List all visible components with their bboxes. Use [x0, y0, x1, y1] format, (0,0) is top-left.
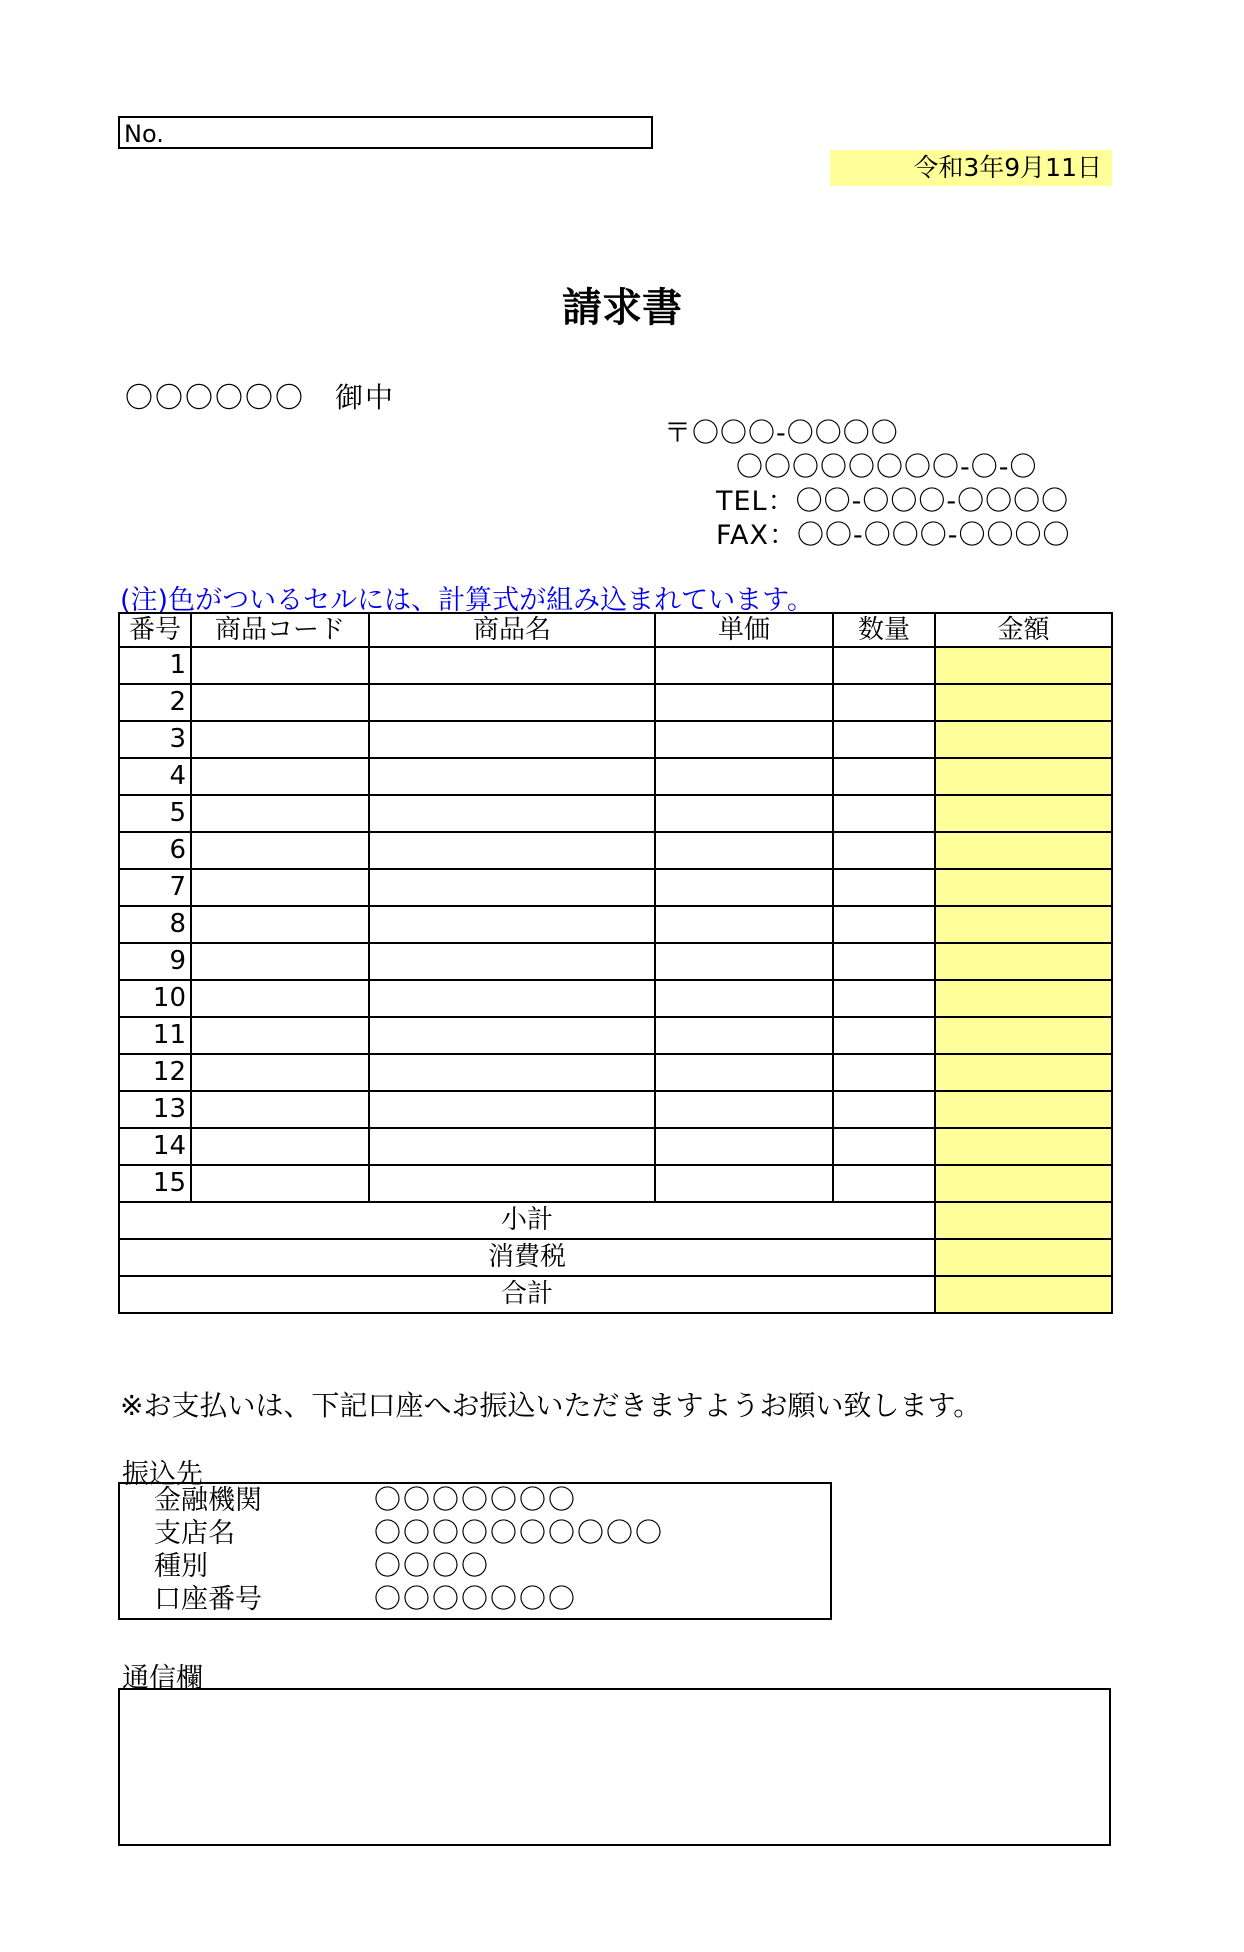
- total-row: [119, 1276, 1112, 1313]
- amount-cell[interactable]: [935, 1054, 1112, 1091]
- quantity-cell[interactable]: [833, 943, 935, 980]
- product-code-cell[interactable]: [191, 906, 369, 943]
- unit-price-cell[interactable]: [655, 869, 833, 906]
- quantity-cell[interactable]: [833, 647, 935, 684]
- unit-price-cell[interactable]: [655, 758, 833, 795]
- product-code-cell[interactable]: [191, 721, 369, 758]
- product-code-cell[interactable]: [191, 758, 369, 795]
- table-row: [119, 906, 1112, 943]
- table-row: [119, 980, 1112, 1017]
- tax-amount-cell[interactable]: [935, 1239, 1112, 1276]
- product-name-cell[interactable]: [369, 721, 655, 758]
- header-quantity: 数量: [833, 613, 935, 647]
- product-code-cell[interactable]: [191, 1128, 369, 1165]
- amount-cell[interactable]: [935, 758, 1112, 795]
- bank-institution-value[interactable]: 〇〇〇〇〇〇〇: [374, 1485, 577, 1516]
- document-title: 請求書: [562, 285, 682, 331]
- table-row: [119, 721, 1112, 758]
- product-code-cell[interactable]: [191, 684, 369, 721]
- tax-row: [119, 1239, 1112, 1276]
- issue-date[interactable]: 令和3年9月11日: [830, 150, 1112, 186]
- sender-address[interactable]: 〇〇〇〇〇〇〇〇-〇-〇: [736, 452, 1038, 483]
- quantity-cell[interactable]: [833, 980, 935, 1017]
- product-code-cell[interactable]: [191, 943, 369, 980]
- amount-cell[interactable]: [935, 721, 1112, 758]
- row-number-cell: 3: [119, 721, 191, 758]
- bank-institution-label: 金融機関: [154, 1485, 262, 1516]
- product-code-cell[interactable]: [191, 1017, 369, 1054]
- document-number-field[interactable]: [118, 116, 653, 149]
- header-unit-price: 単価: [655, 613, 833, 647]
- table-row: [119, 832, 1112, 869]
- product-code-cell[interactable]: [191, 869, 369, 906]
- amount-cell[interactable]: [935, 1128, 1112, 1165]
- unit-price-cell[interactable]: [655, 1054, 833, 1091]
- product-code-cell[interactable]: [191, 1054, 369, 1091]
- unit-price-cell[interactable]: [655, 832, 833, 869]
- table-header-row: [119, 613, 1112, 647]
- quantity-cell[interactable]: [833, 1017, 935, 1054]
- unit-price-cell[interactable]: [655, 647, 833, 684]
- quantity-cell[interactable]: [833, 795, 935, 832]
- product-name-cell[interactable]: [369, 795, 655, 832]
- row-number-cell: 4: [119, 758, 191, 795]
- quantity-cell[interactable]: [833, 721, 935, 758]
- total-amount-cell[interactable]: [935, 1276, 1112, 1313]
- unit-price-cell[interactable]: [655, 795, 833, 832]
- unit-price-cell[interactable]: [655, 721, 833, 758]
- header-product-name: 商品名: [369, 613, 655, 647]
- product-name-cell[interactable]: [369, 1017, 655, 1054]
- table-row: [119, 1017, 1112, 1054]
- bank-account-value[interactable]: 〇〇〇〇〇〇〇: [374, 1584, 577, 1615]
- header-product-code: 商品コード: [191, 613, 369, 647]
- row-number-cell: 15: [119, 1165, 191, 1202]
- product-code-cell[interactable]: [191, 1091, 369, 1128]
- amount-cell[interactable]: [935, 647, 1112, 684]
- table-row: [119, 1091, 1112, 1128]
- table-row: [119, 684, 1112, 721]
- product-name-cell[interactable]: [369, 832, 655, 869]
- row-number-cell: 11: [119, 1017, 191, 1054]
- unit-price-cell[interactable]: [655, 684, 833, 721]
- row-number-cell: 6: [119, 832, 191, 869]
- bank-type-value[interactable]: 〇〇〇〇: [374, 1551, 490, 1582]
- subtotal-label: 小計: [119, 1202, 935, 1239]
- table-row: [119, 758, 1112, 795]
- product-name-cell[interactable]: [369, 647, 655, 684]
- table-row: [119, 943, 1112, 980]
- row-number-cell: 2: [119, 684, 191, 721]
- product-name-cell[interactable]: [369, 1128, 655, 1165]
- quantity-cell[interactable]: [833, 906, 935, 943]
- product-code-cell[interactable]: [191, 1165, 369, 1202]
- quantity-cell[interactable]: [833, 1054, 935, 1091]
- product-name-cell[interactable]: [369, 906, 655, 943]
- bank-type-label: 種別: [154, 1551, 208, 1582]
- header-amount: 金額: [935, 613, 1112, 647]
- table-row: [119, 647, 1112, 684]
- quantity-cell[interactable]: [833, 1165, 935, 1202]
- amount-cell[interactable]: [935, 1017, 1112, 1054]
- bank-account-label: 口座番号: [154, 1584, 262, 1615]
- quantity-cell[interactable]: [833, 1091, 935, 1128]
- product-code-cell[interactable]: [191, 795, 369, 832]
- product-name-cell[interactable]: [369, 758, 655, 795]
- product-name-cell[interactable]: [369, 684, 655, 721]
- table-row: [119, 795, 1112, 832]
- product-code-cell[interactable]: [191, 832, 369, 869]
- bank-heading: 振込先: [122, 1459, 203, 1490]
- product-name-cell[interactable]: [369, 980, 655, 1017]
- unit-price-cell[interactable]: [655, 906, 833, 943]
- row-number-cell: 14: [119, 1128, 191, 1165]
- unit-price-cell[interactable]: [655, 1091, 833, 1128]
- amount-cell[interactable]: [935, 869, 1112, 906]
- product-code-cell[interactable]: [191, 647, 369, 684]
- row-number-cell: 10: [119, 980, 191, 1017]
- recipient-name[interactable]: 〇〇〇〇〇〇 御中: [125, 381, 396, 414]
- product-name-cell[interactable]: [369, 943, 655, 980]
- total-label: 合計: [119, 1276, 935, 1313]
- sender-tel[interactable]: TEL：〇〇-〇〇〇-〇〇〇〇: [716, 486, 1070, 517]
- table-row: [119, 869, 1112, 906]
- payment-instruction: ※お支払いは、下記口座へお振込いただきますようお願い致します。: [120, 1389, 982, 1422]
- bank-branch-label: 支店名: [154, 1518, 235, 1549]
- tax-label: 消費税: [119, 1239, 935, 1276]
- product-name-cell[interactable]: [369, 1054, 655, 1091]
- bank-details-box: [118, 1482, 832, 1620]
- message-box[interactable]: [118, 1688, 1111, 1846]
- row-number-cell: 13: [119, 1091, 191, 1128]
- table-row: [119, 1165, 1112, 1202]
- product-name-cell[interactable]: [369, 869, 655, 906]
- product-name-cell[interactable]: [369, 1165, 655, 1202]
- amount-cell[interactable]: [935, 1165, 1112, 1202]
- unit-price-cell[interactable]: [655, 980, 833, 1017]
- quantity-cell[interactable]: [833, 684, 935, 721]
- amount-cell[interactable]: [935, 832, 1112, 869]
- quantity-cell[interactable]: [833, 869, 935, 906]
- subtotal-row: [119, 1202, 1112, 1239]
- unit-price-cell[interactable]: [655, 1165, 833, 1202]
- sender-fax[interactable]: FAX：〇〇-〇〇〇-〇〇〇〇: [716, 520, 1071, 551]
- amount-cell[interactable]: [935, 906, 1112, 943]
- row-number-cell: 9: [119, 943, 191, 980]
- row-number-cell: 5: [119, 795, 191, 832]
- quantity-cell[interactable]: [833, 1128, 935, 1165]
- unit-price-cell[interactable]: [655, 1017, 833, 1054]
- table-row: [119, 1128, 1112, 1165]
- unit-price-cell[interactable]: [655, 943, 833, 980]
- row-number-cell: 12: [119, 1054, 191, 1091]
- header-number: 番号: [119, 613, 191, 647]
- row-number-cell: 8: [119, 906, 191, 943]
- bank-branch-value[interactable]: 〇〇〇〇〇〇〇〇〇〇: [374, 1518, 664, 1549]
- product-name-cell[interactable]: [369, 1091, 655, 1128]
- product-code-cell[interactable]: [191, 980, 369, 1017]
- amount-cell[interactable]: [935, 684, 1112, 721]
- row-number-cell: 7: [119, 869, 191, 906]
- unit-price-cell[interactable]: [655, 1128, 833, 1165]
- amount-cell[interactable]: [935, 943, 1112, 980]
- amount-cell[interactable]: [935, 980, 1112, 1017]
- formula-note: (注)色がついるセルには、計算式が組み込まれています。: [120, 585, 814, 616]
- row-number-cell: 1: [119, 647, 191, 684]
- message-heading: 通信欄: [122, 1663, 203, 1694]
- quantity-cell[interactable]: [833, 758, 935, 795]
- table-row: [119, 1054, 1112, 1091]
- sender-postal[interactable]: 〒〇〇〇-〇〇〇〇: [664, 418, 899, 449]
- subtotal-amount-cell[interactable]: [935, 1202, 1112, 1239]
- amount-cell[interactable]: [935, 1091, 1112, 1128]
- invoice-items-table: [118, 612, 1113, 1314]
- document-number-label: No.: [124, 120, 164, 148]
- quantity-cell[interactable]: [833, 832, 935, 869]
- amount-cell[interactable]: [935, 795, 1112, 832]
